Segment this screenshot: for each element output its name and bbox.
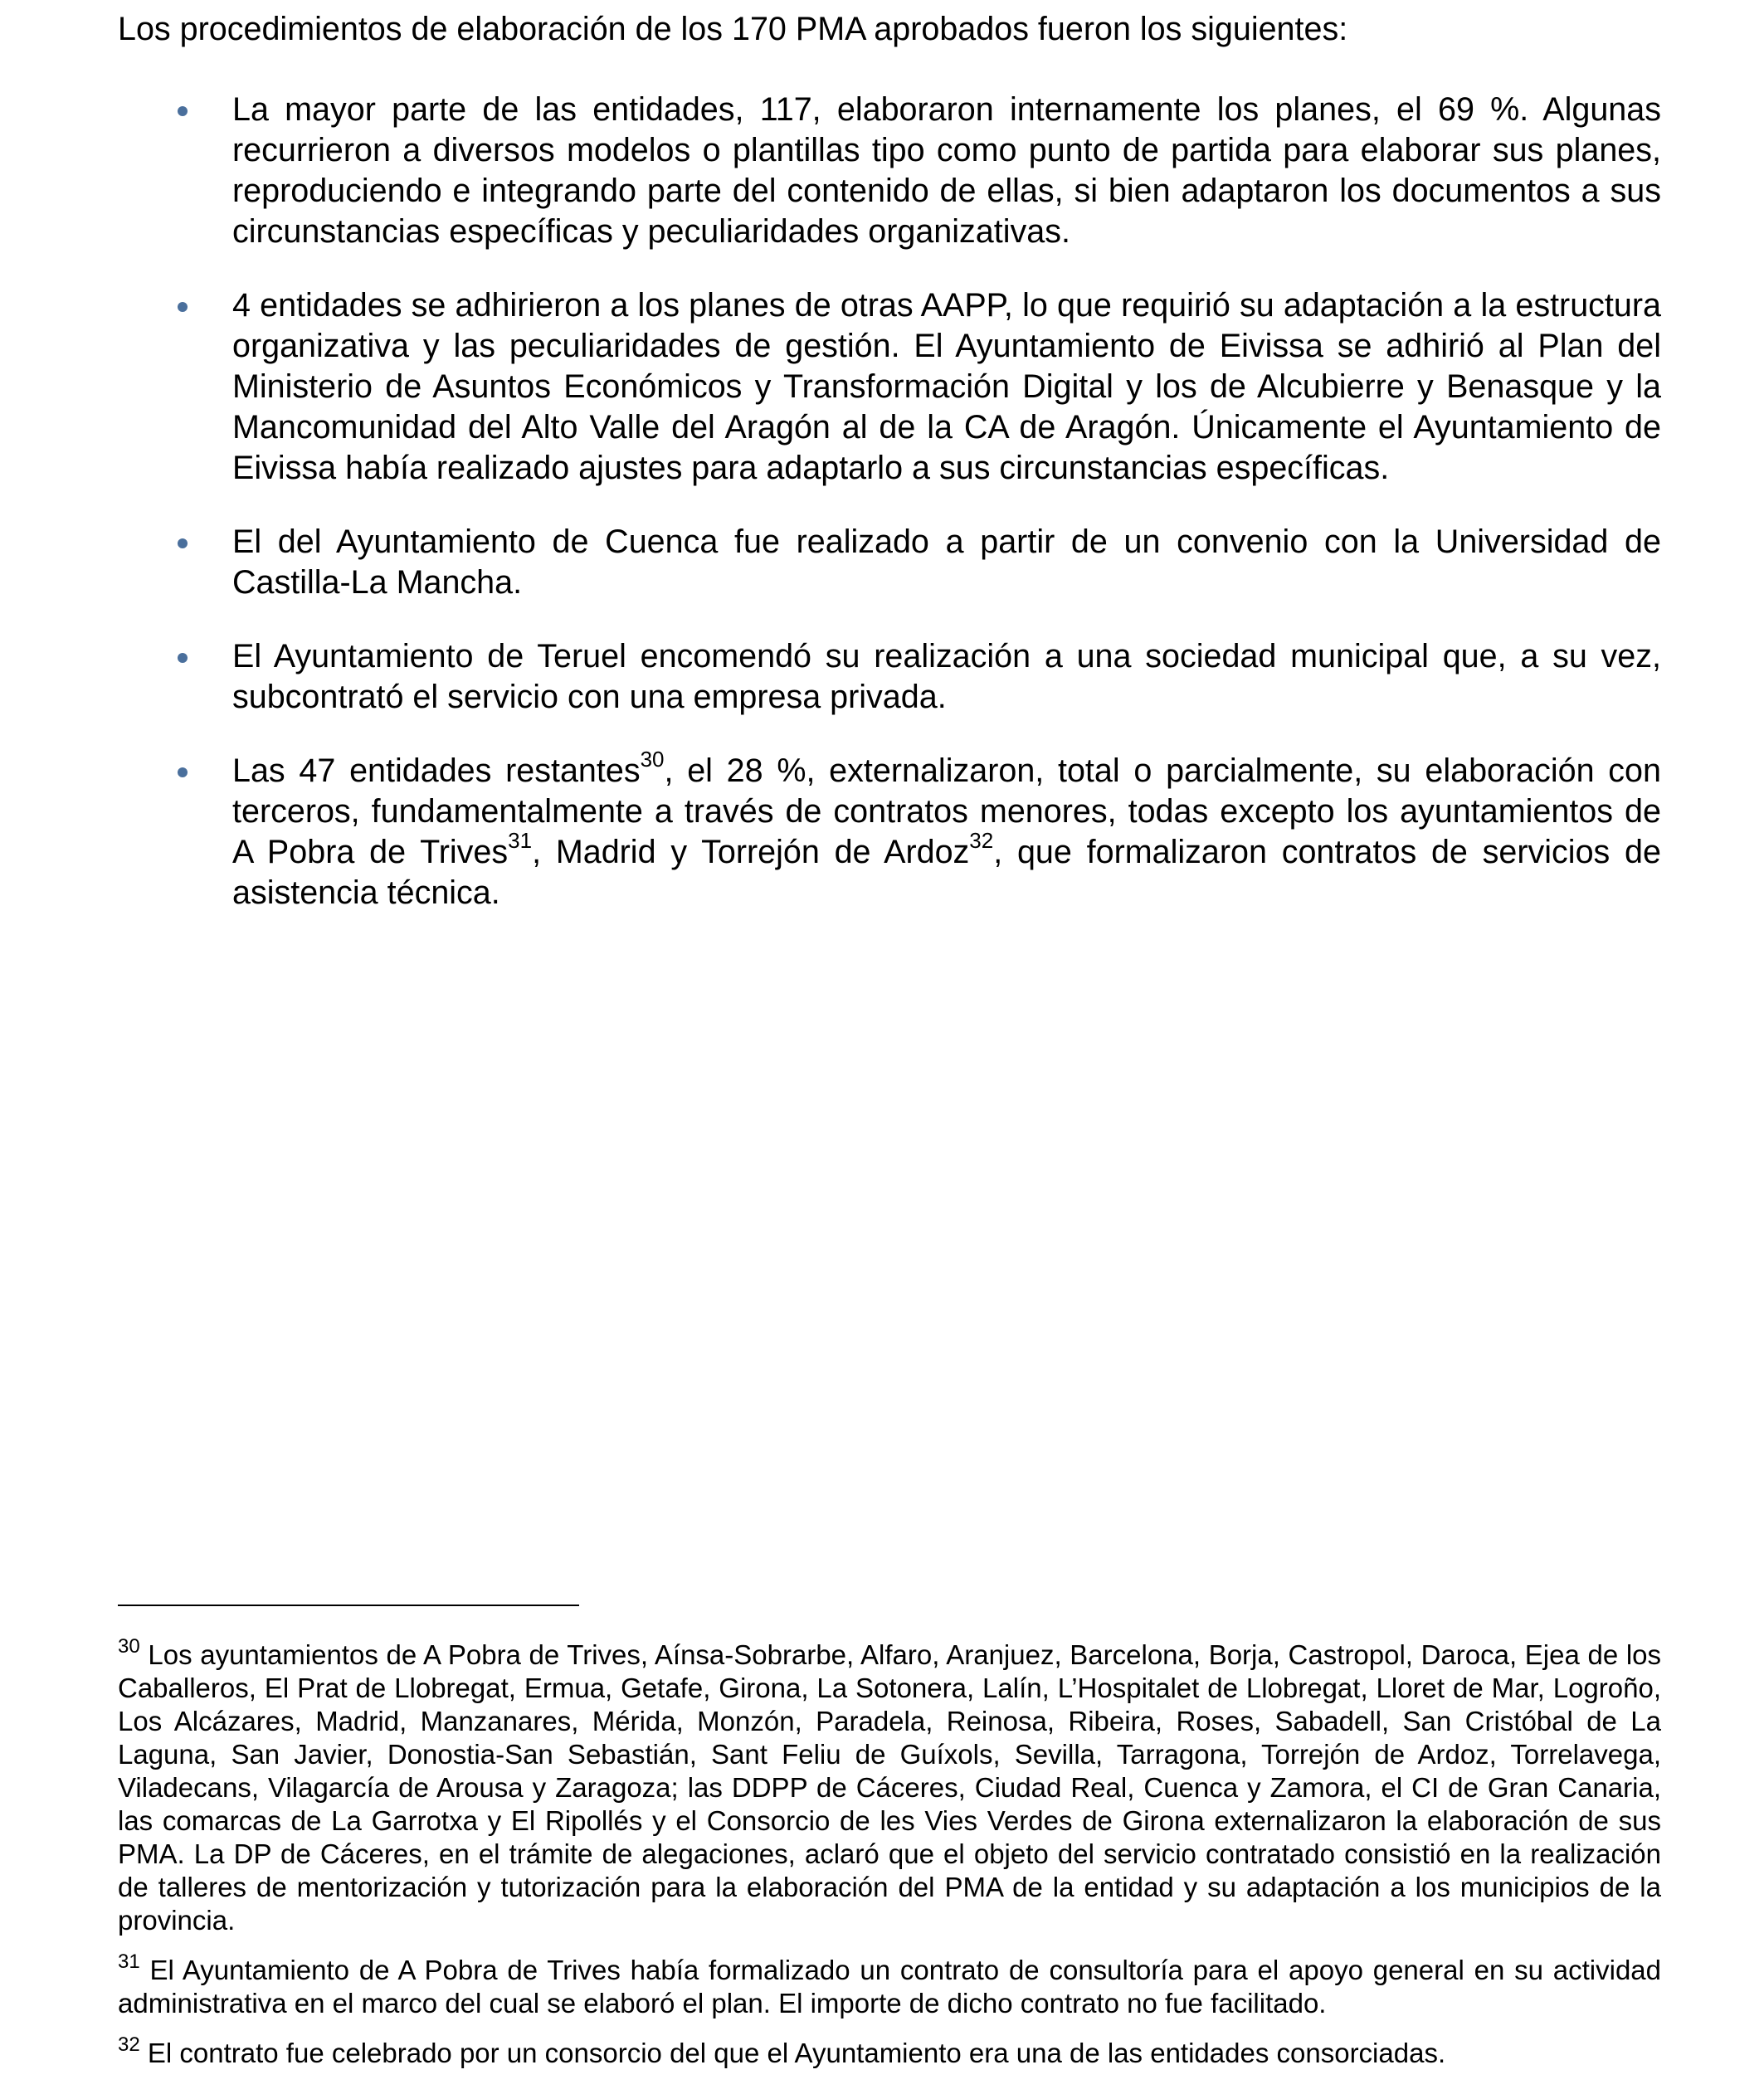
bullet-text-part: Las 47 entidades restantes bbox=[232, 752, 641, 789]
bullet-dot-icon bbox=[178, 538, 188, 548]
bullet-text: La mayor parte de las entidades, 117, elaboraron internamente los planes, el 69 %. Algunas recurrieron a diversos modelos o plantillas tipo como punto de partida para elaborar sus planes, reproduciendo e integrando parte del contenido de ellas, si bien adaptaron los documentos a sus circunstancias específicas y peculiaridades organizativas. bbox=[232, 91, 1661, 250]
footnote-text: Los ayuntamientos de A Pobra de Trives, Aínsa-Sobrarbe, Alfaro, Aranjuez, Barcelona, Borja, Castropol, Daroca, Ejea de los Caballeros, El Prat de Llobregat, Ermua, Getafe, Girona, La Sotonera, Lalín, L’Hospitalet de Llobregat, Lloret de Mar, Logroño, Los Alcázares, Madrid, Manzanares, Mérida, Monzón, Paradela, Reinosa, Ribeira, Roses, Sabadell, San Cristóbal de La Laguna, San Javier, Donostia-San Sebastián, Sant Feliu de Guíxols, Sevilla, Tarragona, Torrejón de Ardoz, Torrelavega, Viladecans, Vilagarcía de Arousa y Zaragoza; las DDPP de Cáceres, Ciudad Real, Cuenca y Zamora, el CI de Gran Canaria, las comarcas de La Garrotxa y El Ripollés y el Consorcio de les Vies Verdes de Girona externalizaron la elaboración de sus PMA. La DP de Cáceres, en el trámite de alegaciones, aclaró que el objeto del servicio contratado consistió en la realización de talleres de mentorización y tutorización para la elaboración del PMA de la entidad y su adaptación a los municipios de la provincia. bbox=[118, 1639, 1662, 1936]
footnote-number: 32 bbox=[118, 2033, 140, 2056]
footnote-ref[interactable]: 30 bbox=[640, 746, 665, 772]
footnote-text: El contrato fue celebrado por un consorcio del que el Ayuntamiento era una de las entidades consorciadas. bbox=[147, 2038, 1446, 2068]
bullet-text: 4 entidades se adhirieron a los planes de otras AAPP, lo que requirió su adaptación a la estructura organizativa y las peculiaridades de gestión. El Ayuntamiento de Eivissa se adhirió al Plan del Ministerio de Asuntos Económicos y Transformación Digital y los de Alcubierre y Benasque y la Mancomunidad del Alto Valle del Aragón al de la CA de Aragón. Únicamente el Ayuntamiento de Eivissa había realizado ajustes para adaptarlo a sus circunstancias específicas. bbox=[232, 287, 1661, 486]
footnote-ref[interactable]: 32 bbox=[969, 827, 994, 853]
bullet-item bbox=[118, 522, 1661, 603]
footnote-text: El Ayuntamiento de A Pobra de Trives había formalizado un contrato de consultoría para el apoyo general en su actividad administrativa en el marco del cual se elaboró el plan. El importe de dicho contrato no fue facilitado. bbox=[118, 1955, 1662, 2019]
bullet-dot-icon bbox=[178, 653, 188, 663]
bullet-dot-icon bbox=[178, 302, 188, 312]
bullet-dot-icon bbox=[178, 767, 188, 777]
footnote-number: 30 bbox=[118, 1635, 140, 1658]
intro-paragraph: Los procedimientos de elaboración de los 170 PMA aprobados fueron los siguientes: bbox=[118, 11, 1348, 47]
bullet-text-part: , el 28 %, externalizaron, total o parcialmente, su elaboración con terceros, fundamentalmente a través de contratos menores, todas excepto los ayuntamientos de A Pobra de Trives bbox=[232, 752, 1661, 870]
bullet-item bbox=[118, 746, 1661, 913]
bullet-text-part: , Madrid y Torrejón de Ardoz bbox=[532, 834, 970, 870]
footnote-ref[interactable]: 31 bbox=[508, 827, 533, 853]
footnote-separator bbox=[118, 1605, 579, 1606]
bullet-list bbox=[118, 90, 1661, 947]
bullet-text: El Ayuntamiento de Teruel encomendó su realización a una sociedad municipal que, a su vez, subcontrató el servicio con una empresa privada. bbox=[232, 638, 1661, 715]
bullet-item bbox=[118, 285, 1661, 489]
bullet-item bbox=[118, 636, 1661, 718]
bullet-text: El del Ayuntamiento de Cuenca fue realizado a partir de un convenio con la Universidad de Castilla-La Mancha. bbox=[232, 524, 1661, 601]
footnote bbox=[118, 1950, 1662, 2020]
bullet-text-part: , que formalizaron contratos de servicios de asistencia técnica. bbox=[232, 834, 1661, 911]
footnote bbox=[118, 2033, 1661, 2070]
footnote-number: 31 bbox=[118, 1950, 140, 1973]
footnotes bbox=[118, 1635, 1662, 2087]
bullet-dot-icon bbox=[178, 106, 188, 116]
bullet-item bbox=[118, 90, 1661, 252]
footnote bbox=[118, 1635, 1662, 1937]
